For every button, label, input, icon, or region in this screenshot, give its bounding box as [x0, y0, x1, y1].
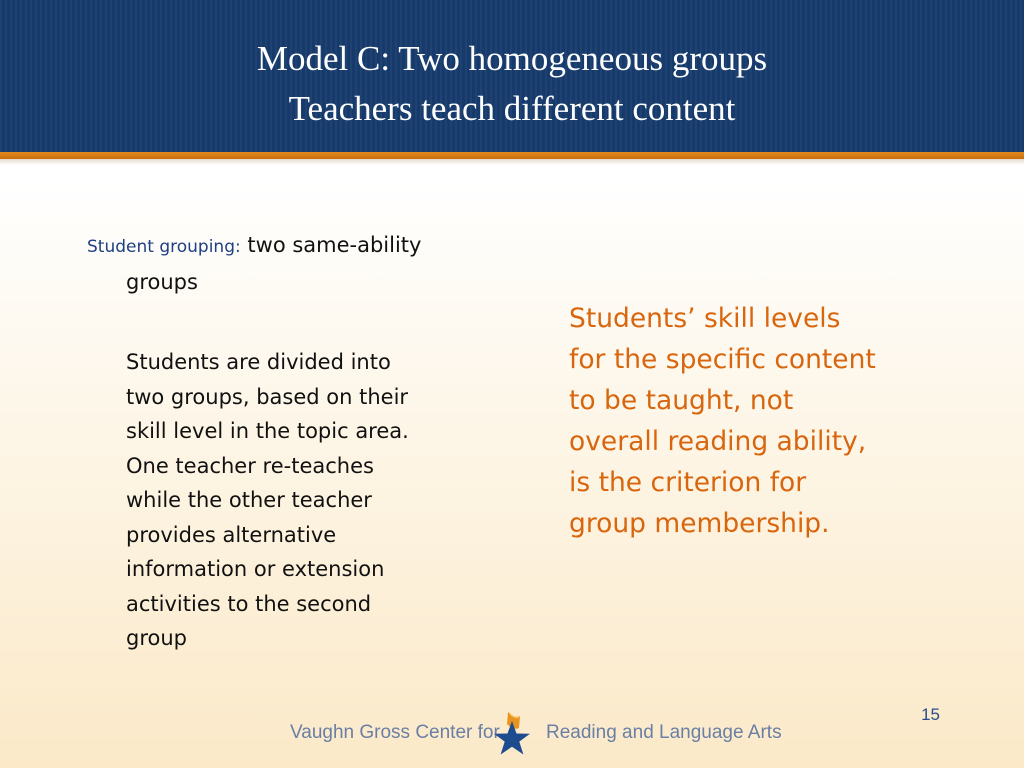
callout-line: is the criterion for: [569, 467, 807, 498]
criterion-callout: [569, 298, 989, 544]
star-book-logo-icon: [486, 706, 542, 762]
header-divider: [0, 152, 1024, 159]
description-line: group: [126, 626, 187, 650]
slide-title-line-2: Teachers teach different content: [288, 89, 736, 128]
footer-org-name-right: Reading and Language Arts: [546, 722, 782, 743]
page-number: 15: [921, 705, 940, 724]
grouping-description: [126, 345, 506, 656]
description-line: two groups, based on their: [126, 384, 409, 409]
description-line: activities to the second: [126, 591, 372, 616]
header-divider-shadow: [0, 159, 1024, 165]
grouping-value-line-1: two same-ability: [247, 233, 422, 257]
grouping-value-line-2: groups: [126, 270, 198, 294]
callout-line: overall reading ability,: [569, 426, 867, 457]
slide-title: [0, 34, 1024, 134]
description-line: One teacher re-teaches: [126, 453, 374, 478]
description-line: Students are divided into: [126, 350, 391, 374]
slide-title-line-1: Model C: Two homogeneous groups: [256, 39, 768, 78]
callout-line: group membership.: [569, 508, 830, 539]
description-line: provides alternative: [126, 522, 337, 547]
callout-line: to be taught, not: [569, 385, 794, 416]
footer-org-name-left: Vaughn Gross Center for: [290, 722, 500, 743]
callout-line: for the specific content: [569, 344, 876, 375]
description-line: while the other teacher: [126, 488, 372, 512]
description-line: information or extension: [126, 557, 385, 581]
grouping-statement: [87, 228, 527, 300]
callout-line: Students’ skill levels: [569, 303, 841, 334]
grouping-label: Student grouping:: [87, 237, 241, 257]
description-line: skill level in the topic area.: [126, 419, 409, 443]
